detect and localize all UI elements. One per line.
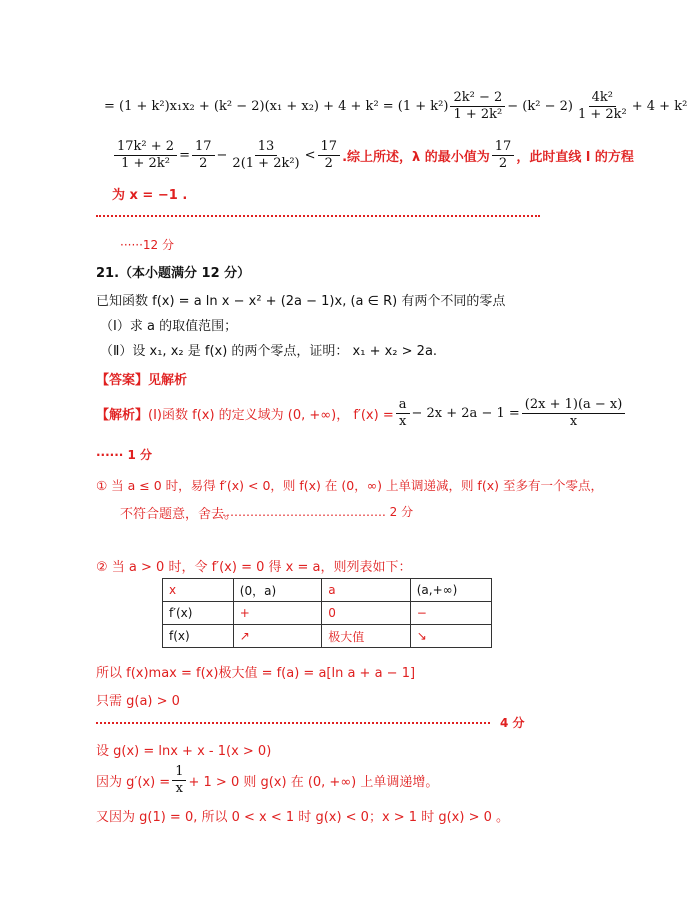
analysis-line bbox=[96, 395, 627, 431]
eq1-left: = (1 + k²)x₁x₂ + (k² − 2)(x₁ + x₂) + 4 + k² = (1 + k²) bbox=[104, 98, 449, 114]
table-cell: f(x) bbox=[163, 625, 234, 648]
eq1-frac2-den: 1 + 2k² bbox=[577, 106, 627, 122]
eq2-f3-den: 2(1 + 2k²) bbox=[232, 155, 300, 171]
analysis-label: 【解析】 bbox=[96, 407, 149, 423]
g-frac-den: x bbox=[175, 780, 184, 796]
eq2-f4-den: 2 bbox=[324, 155, 333, 171]
analysis-fb-num: (2x + 1)(a − x) bbox=[522, 397, 626, 414]
question-21-part-2: （Ⅱ）设 x₁, x₂ 是 f(x) 的两个零点，证明： x₁ + x₂ > 2a. bbox=[100, 344, 438, 359]
table-cell: 极大值 bbox=[322, 625, 410, 648]
eq2-f4-num: 17 bbox=[318, 139, 341, 156]
eq2-f5-den: 2 bbox=[498, 155, 508, 171]
question-21-title: 21.（本小题满分 12 分） bbox=[96, 266, 251, 281]
table-cell: a bbox=[322, 579, 410, 602]
eq2-f5-num: 17 bbox=[492, 139, 515, 156]
table-row bbox=[163, 579, 492, 602]
eq1-right: + 4 + k² bbox=[631, 98, 687, 114]
g-definition: 设 g(x) = lnx + x - 1(x > 0) bbox=[96, 744, 272, 759]
eq1-mid: − (k² − 2) bbox=[507, 98, 573, 114]
g-deriv-pre: 因为 g′(x) = bbox=[96, 774, 171, 790]
case-1-line-2: 不符合题意，舍去。 bbox=[120, 507, 238, 522]
eq2-equals: = bbox=[179, 147, 190, 163]
eq2-minus: − bbox=[216, 147, 228, 163]
table-row bbox=[163, 625, 492, 648]
dotted-separator-2 bbox=[96, 722, 490, 724]
equation-line-1 bbox=[104, 88, 687, 124]
eq2-f3-num: 13 bbox=[255, 139, 278, 156]
eq1-frac1-den: 1 + 2k² bbox=[453, 106, 503, 122]
monotonicity-table bbox=[162, 578, 492, 648]
eq1-frac2-num: 4k² bbox=[589, 90, 616, 107]
eq2-less-than: < bbox=[304, 147, 316, 163]
analysis-fb-den: x bbox=[569, 413, 578, 429]
table-cell: (0，a) bbox=[233, 579, 321, 602]
score-1: ······ 1 分 bbox=[96, 448, 153, 462]
g-frac-num: 1 bbox=[172, 764, 186, 781]
g-derivative-line bbox=[96, 762, 438, 798]
case-1-line-1: ① 当 a ≤ 0 时，易得 f′(x) < 0，则 f(x) 在 (0，∞) 上单调递减，则 f(x) 至多有一个零点， bbox=[96, 478, 603, 493]
table-cell: 0 bbox=[322, 602, 410, 625]
case-2-line: ② 当 a > 0 时，令 f′(x) = 0 得 x = a，则列表如下： bbox=[96, 560, 412, 575]
analysis-fa-den: x bbox=[398, 413, 407, 429]
eq1-fraction-2 bbox=[575, 90, 630, 123]
eq1-frac1-num: 2k² − 2 bbox=[450, 90, 505, 107]
max-value-line: 所以 f(x)max = f(x)极大值 = f(a) = a[ln a + a − 1] bbox=[96, 666, 416, 681]
analysis-fa-num: a bbox=[396, 397, 410, 414]
eq2-conclusion-text: .综上所述，λ 的最小值为 bbox=[342, 149, 490, 165]
score-2: ……………………………………. 2 分 bbox=[214, 505, 414, 519]
table-cell: x bbox=[163, 579, 234, 602]
table-row bbox=[163, 602, 492, 625]
g-sign-line: 又因为 g(1) = 0, 所以 0 < x < 1 时 g(x) < 0；x > 1 时 g(x) > 0 。 bbox=[96, 810, 509, 825]
eq2-fraction-1 bbox=[114, 139, 177, 172]
eq2-f2-den: 2 bbox=[199, 155, 208, 171]
eq2-f1-den: 1 + 2k² bbox=[121, 155, 170, 171]
requirement-line: 只需 g(a) > 0 bbox=[96, 694, 180, 709]
analysis-fraction-b bbox=[522, 397, 626, 430]
table-cell: ↗ bbox=[233, 625, 321, 648]
analysis-text: (Ⅰ)函数 f(x) 的定义域为 (0, +∞)， f′(x) = bbox=[148, 407, 394, 423]
table-cell: − bbox=[410, 602, 491, 625]
analysis-mid: − 2x + 2a − 1 = bbox=[411, 405, 520, 421]
table-cell: f′(x) bbox=[163, 602, 234, 625]
g-deriv-post: + 1 > 0 则 g(x) 在 (0, +∞) 上单调递增。 bbox=[188, 774, 439, 790]
eq2-line-text: ，此时直线 l 的方程 bbox=[516, 149, 634, 165]
eq2-fraction-4 bbox=[318, 139, 341, 172]
question-21-stem: 已知函数 f(x) = a ln x − x² + (2a − 1)x, (a ∈ R) 有两个不同的零点 bbox=[96, 294, 506, 309]
table-cell: (a,+∞) bbox=[410, 579, 491, 602]
g-fraction bbox=[172, 764, 186, 797]
question-21-part-1: （Ⅰ）求 a 的取值范围； bbox=[100, 319, 238, 334]
table-cell: + bbox=[233, 602, 321, 625]
dotted-separator bbox=[96, 215, 540, 217]
eq2-f1-num: 17k² + 2 bbox=[114, 139, 177, 156]
line-equation-result: 为 x = −1 . bbox=[112, 188, 188, 203]
table-cell: ↘ bbox=[410, 625, 491, 648]
score-4: 4 分 bbox=[500, 716, 525, 730]
eq2-fraction-2 bbox=[192, 139, 215, 172]
eq2-f2-num: 17 bbox=[192, 139, 215, 156]
score-12: ······12 分 bbox=[120, 238, 174, 252]
eq2-fraction-5 bbox=[492, 139, 515, 172]
analysis-fraction-a bbox=[396, 397, 410, 430]
equation-line-2 bbox=[112, 136, 634, 174]
answer-label: 【答案】见解析 bbox=[96, 373, 188, 388]
eq2-fraction-3 bbox=[229, 139, 302, 172]
eq1-fraction-1 bbox=[450, 90, 505, 123]
